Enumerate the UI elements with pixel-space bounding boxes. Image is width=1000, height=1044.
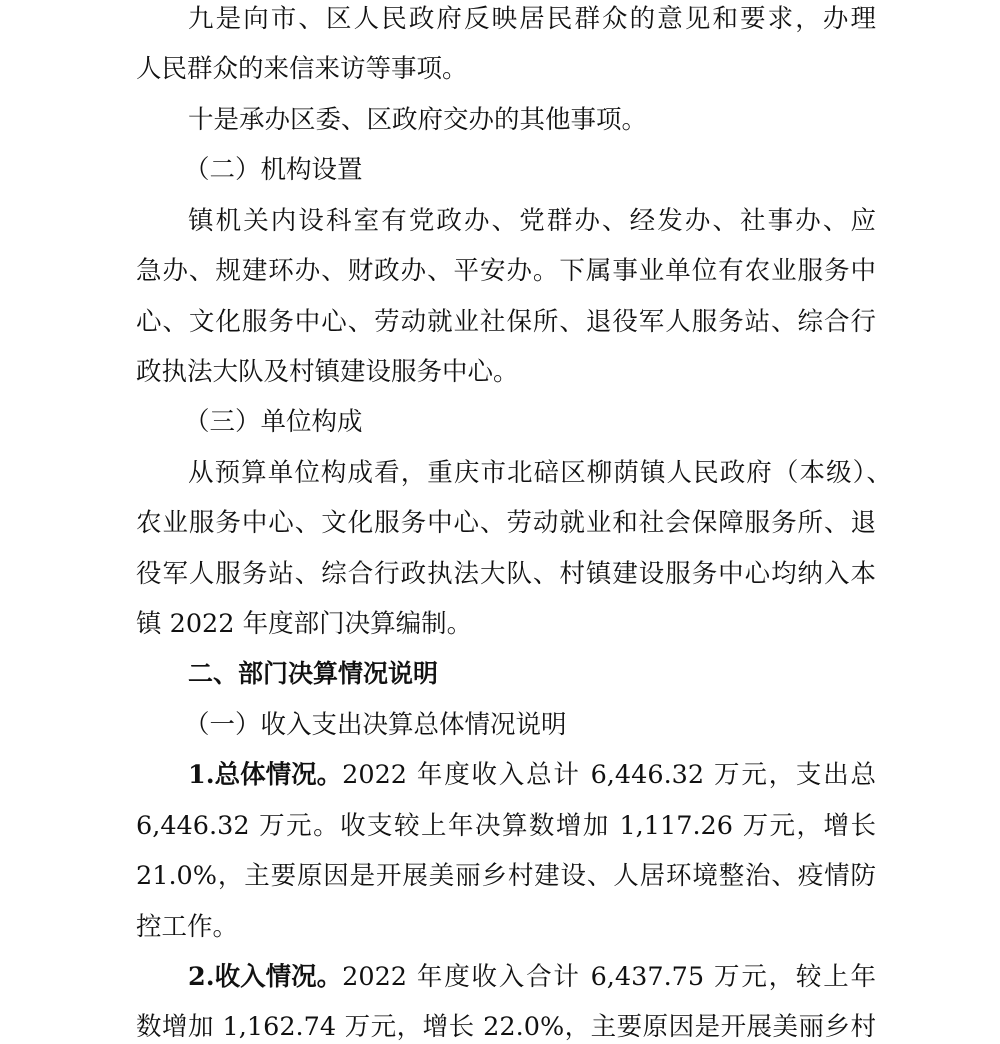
item-text: 2022 年度收入合计 6,437.75 万元，较上年 [342, 962, 876, 992]
paragraph-line: 十是承办区委、区政府交办的其他事项。 [188, 105, 648, 135]
paragraph-line: 从预算单位构成看，重庆市北碚区柳荫镇人民政府（本级）、 [188, 458, 892, 488]
paragraph-line: 急办、规建环办、财政办、平安办。下属事业单位有农业服务中 [136, 256, 876, 286]
paragraph-line: 21.0%，主要原因是开展美丽乡村建设、人居环境整治、疫情防 [136, 861, 876, 891]
paragraph-line: 农业服务中心、文化服务中心、劳动就业和社会保障服务所、退 [136, 508, 876, 538]
item-text: 2022 年度收入总计 6,446.32 万元，支出总 [342, 760, 876, 790]
chapter-heading: 二、部门决算情况说明 [188, 659, 439, 688]
paragraph-line: 役军人服务站、综合行政执法大队、村镇建设服务中心均纳入本 [136, 559, 876, 589]
section-heading: （三）单位构成 [184, 407, 363, 437]
item-label: 2.收入情况。 [188, 962, 343, 992]
paragraph-line [188, 960, 876, 994]
paragraph-line: 九是向市、区人民政府反映居民群众的意见和要求，办理 [188, 4, 876, 34]
item-label: 1.总体情况。 [188, 760, 343, 790]
paragraph-line: 控工作。 [136, 912, 239, 942]
paragraph-line: 心、文化服务中心、劳动就业社保所、退役军人服务站、综合行 [136, 307, 876, 337]
paragraph-line: 人民群众的来信来访等事项。 [136, 54, 468, 84]
section-heading: （二）机构设置 [184, 155, 363, 185]
paragraph-line: 政执法大队及村镇建设服务中心。 [136, 357, 519, 387]
paragraph-line: 数增加 1,162.74 万元，增长 22.0%，主要原因是开展美丽乡村 [136, 1012, 876, 1042]
paragraph-line: 镇 2022 年度部门决算编制。 [136, 609, 473, 639]
paragraph-line: 6,446.32 万元。收支较上年决算数增加 1,117.26 万元，增长 [136, 811, 876, 841]
paragraph-line [188, 758, 876, 792]
section-heading: （一）收入支出决算总体情况说明 [184, 710, 567, 740]
paragraph-line: 镇机关内设科室有党政办、党群办、经发办、社事办、应 [188, 206, 876, 236]
